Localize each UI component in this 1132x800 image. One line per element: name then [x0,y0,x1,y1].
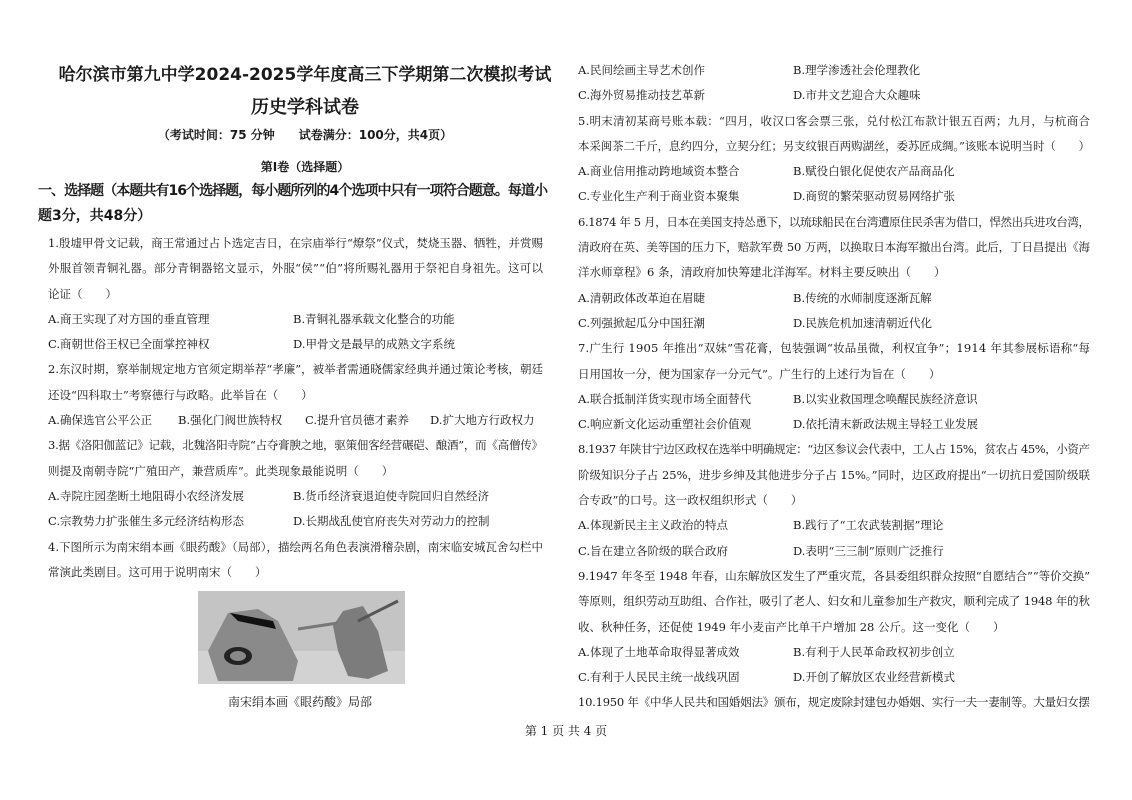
question-8 [578,437,1090,563]
option-b: B.青铜礼器承载文化整合的功能 [293,311,455,326]
subject-title: 历史学科试卷 [251,97,359,118]
option-b: B.理学渗透社会伦理教化 [793,63,921,77]
option-c: C.有利于人民民主统一战线巩固 [578,670,740,685]
question-line: 等原则，组织劳动互助组、合作社，吸引了老人、妇女和儿童参加生产救灾，顺利完成了 1948 年的秋 [578,594,1090,609]
section-heading-line-2: 题3分，共48分） [38,208,152,224]
option-c: C.商朝世俗王权已全面掌控神权 [48,337,210,352]
exam-info: （考试时间：75 分钟 试卷满分：100分，共4页） [157,128,453,142]
page-footer: 第 1 页 共 4 页 [524,724,608,738]
option-c: C.提升官员德才素养 [305,413,410,428]
volume-heading: 第Ⅰ卷（选择题） [260,160,350,174]
option-d: D.扩大地方行政权力 [430,413,535,428]
question-4 [48,535,543,586]
question-line: 3.据《洛阳伽蓝记》记载，北魏洛阳寺院“占夺膏腴之地，驱策佃客经营碾硙、酿酒”，而《高僧传》 [48,438,543,453]
question-line: 8.1937 年陕甘宁边区政权在选举中明确规定：“边区参议会代表中，工人占 15%，贫农占 45%，小资产 [578,442,1090,457]
question-line: 日用国妆一分，便为国家存一分元气”。广生行的上述行为旨在（ ） [578,366,941,381]
option-b: B.有利于人民革命政权初步创立 [793,644,955,659]
question-1 [48,231,543,357]
question-line: 清政府在英、美等国的压力下，赔款军费 50 万两，以换取日本海军撤出台湾。此后，丁日昌提出《海 [578,240,1090,255]
right-column [578,58,1090,716]
option-b: B.货币经济衰退迫使寺院回归自然经济 [293,488,490,503]
question-line: 6.1874 年 5 月，日本在美国支持怂恿下，以琉球船民在台湾遭原住民杀害为借口，悍然出兵进攻台湾， [578,214,1090,229]
question-line: 还设“四科取士”考察德行与政略。此举旨在（ ） [48,387,313,402]
question-9 [578,564,1090,690]
option-d: D.依托清末新政法规主导轻工业发展 [793,417,978,432]
option-a: A.商王实现了对方国的垂直管理 [48,311,210,326]
question-line: 1.殷墟甲骨文记载，商王常通过占卜选定吉日，在宗庙举行“燎祭”仪式，焚烧玉器、牺牲，并赏赐 [48,236,544,250]
option-c: C.响应新文化运动重塑社会价值观 [578,417,752,432]
option-b: B.传统的水师制度逐渐瓦解 [793,290,932,305]
painting-image [198,591,405,684]
option-a: A.民间绘画主导艺术创作 [578,63,705,77]
option-a: A.清朝政体改革迫在眉睫 [578,290,705,305]
question-10 [578,690,1090,715]
question-5 [578,109,1090,210]
question-line: 7.广生行 1905 年推出“双妹”雪花膏，包装强调“妆品虽微，利权宜争”；1914 年其参展标语称“每 [578,341,1091,356]
option-a: A.商业信用推动跨地域资本整合 [578,164,740,179]
option-c: C.宗教势力扩张催生多元经济结构形态 [48,514,245,529]
option-c: C.海外贸易推动技艺革新 [578,88,706,103]
question-line: 阶级知识分子占 25%，进步乡绅及其他进步分子占 15%。”同时，边区政府提出“一切抗日爱国阶级联 [578,467,1090,482]
option-d: D.开创了解放区农业经营新模式 [793,670,955,685]
question-line: 9.1947 年冬至 1948 年春，山东解放区发生了严重灾荒，各县委组织群众按照“自愿结合”“等价交换” [578,568,1090,583]
section-heading-line-1: 一、选择题（本题共有16个选择题，每小题所列的4个选项中只有一项符合题意。每道小 [38,183,548,199]
option-d: D.长期战乱使官府丧失对劳动力的控制 [293,514,490,529]
option-a: A.体现新民主主义政治的特点 [578,518,728,533]
option-b: B.以实业救国理念唤醒民族经济意识 [793,391,978,406]
question-7 [578,336,1090,437]
option-a: A.确保选官公平公正 [48,413,152,428]
question-line: 4.下图所示为南宋绢本画《眼药酸》（局部），描绘两名角色表演滑稽杂剧，南宋临安城瓦舍勾栏中 [48,539,544,554]
question-line: 常演此类剧目。这可用于说明南宋（ ） [48,564,267,579]
option-d: D.商贸的繁荣驱动贸易网络扩张 [793,189,955,204]
option-c: C.列强掀起瓜分中国狂潮 [578,315,706,330]
option-d: D.民族危机加速清朝近代化 [793,315,932,330]
question-line: 5.明末清初某商号账本载：“四月，收汉口客会票三张，兑付松江布款计银五百两；九月，与杭商合 [578,113,1091,128]
question-6 [578,210,1090,336]
question-2 [48,357,543,433]
option-c: C.旨在建立各阶级的联合政府 [578,543,729,558]
option-b: B.赋役白银化促使农产品商品化 [793,164,955,179]
option-d: D.表明“三三制”原则广泛推行 [793,543,944,558]
option-a: A.体现了土地革命取得显著成效 [578,644,740,659]
question-line: 则提及南朝寺院“广殖田产，兼营质库”。此类现象最能说明（ ） [48,463,394,478]
left-column [48,231,543,585]
question-line: 论证（ ） [48,286,117,301]
question-line: 10.1950 年《中华人民共和国婚姻法》颁布，规定废除封建包办婚姻、实行一夫一妻制等。大量妇女摆 [578,695,1090,710]
option-b: B.强化门阀世族特权 [178,413,283,428]
option-d: D.市井文艺迎合大众趣味 [793,88,921,103]
question-line: 外服首领青铜礼器。部分青铜器铭文显示，外服“侯”“伯”将所赐礼器用于祭祀自身祖先。这可以 [48,261,544,276]
option-c: C.专业化生产利于商业资本聚集 [578,189,740,204]
question-line: 合专政”的口号。这一政权组织形式（ ） [578,493,803,508]
question-line: 洋水师章程》6 条，清政府加快筹建北洋海军。材料主要反映出（ ） [578,265,946,280]
question-line: 收、秋种任务，还促使 1949 年小麦亩产比单干户增加 28 公斤。这一变化（ ） [578,619,1005,634]
question-line: 本采闽茶二千斤，息约四分，立契分红；另支纹银百两购湖丝，委苏匠成绸。”该账本说明当时（ ） [578,138,1090,153]
option-d: D.甲骨文是最早的成熟文字系统 [293,337,455,352]
figure-caption: 南宋绢本画《眼药酸》局部 [227,695,372,709]
option-a: A.寺院庄园垄断土地阻碍小农经济发展 [48,488,244,503]
question-line: 2.东汉时期，察举制规定地方官须定期举荐“孝廉”，被举者需通晓儒家经典并通过策论考核，朝廷 [48,362,544,377]
question-3 [48,433,543,534]
exam-title: 哈尔滨市第九中学2024-2025学年度高三下学期第二次模拟考试 [58,65,552,85]
option-b: B.践行了“工农武装割据”理论 [793,518,944,533]
option-a: A.联合抵制洋货实现市场全面替代 [578,391,751,406]
